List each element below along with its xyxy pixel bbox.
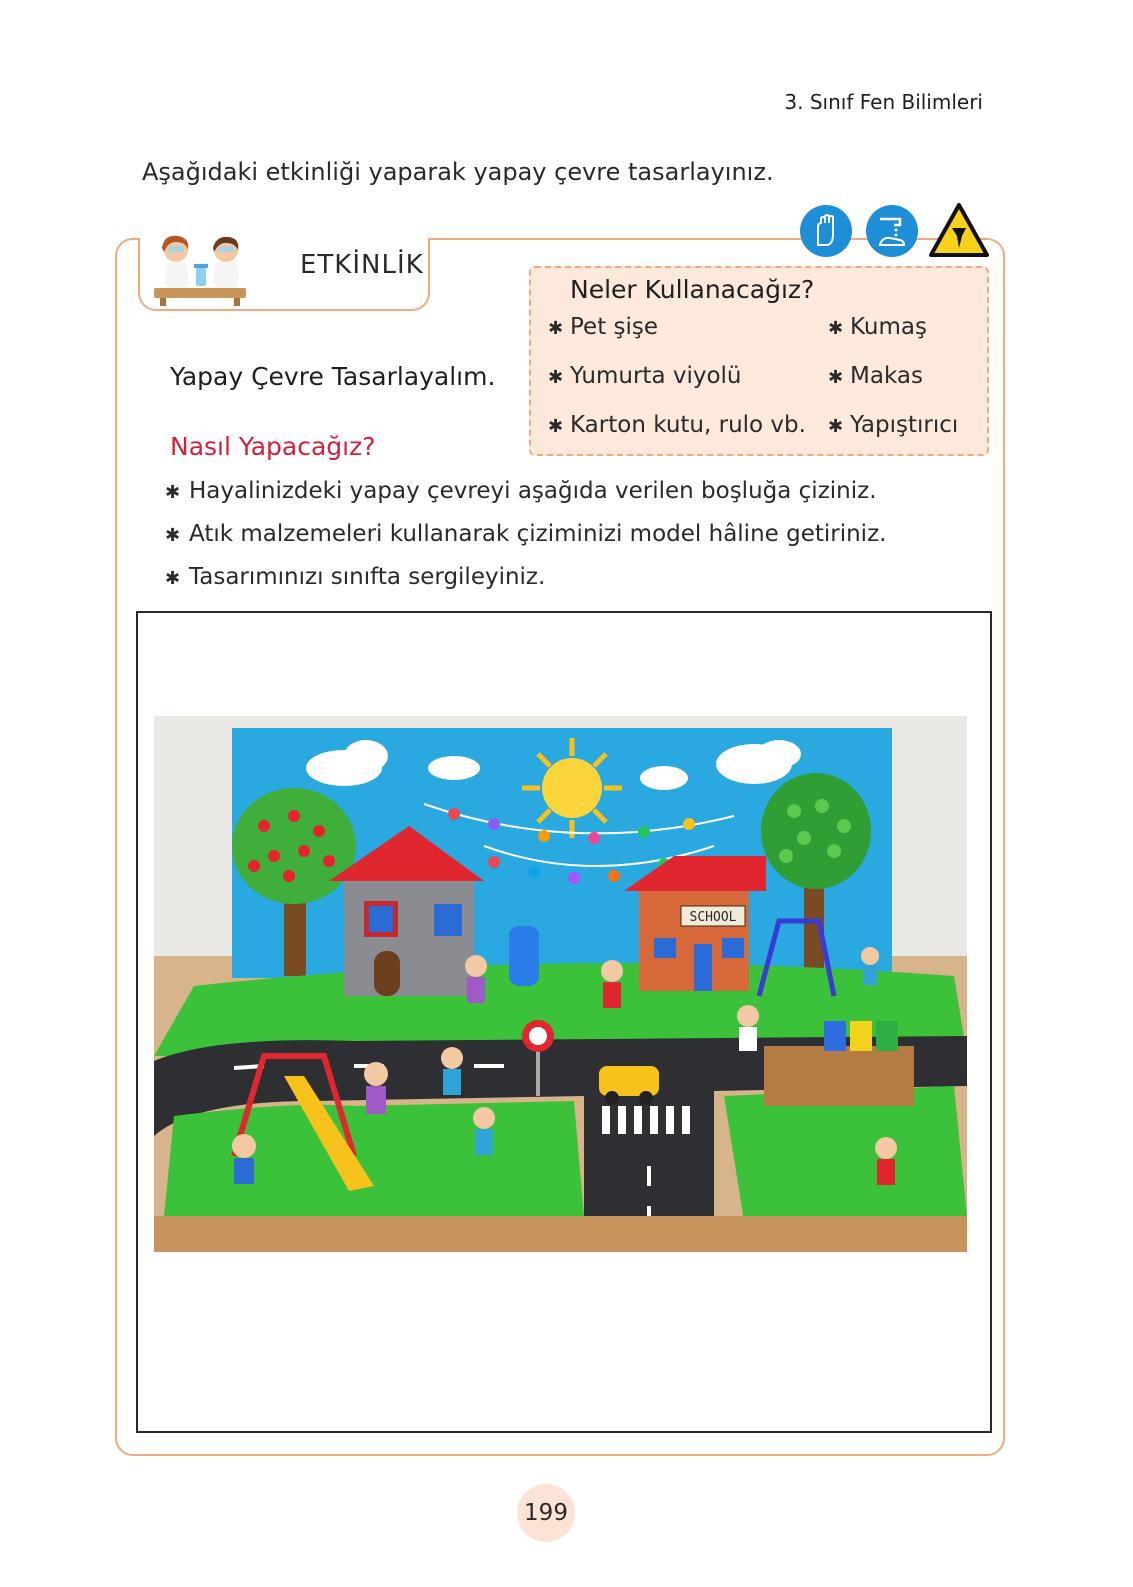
- sharp-object-warning-icon: [928, 202, 990, 258]
- step-item: ✱ Tasarımınızı sınıfta sergileyiniz.: [165, 564, 546, 590]
- material-item: ✱ Kumaş: [828, 314, 927, 340]
- material-item: ✱ Makas: [828, 363, 923, 389]
- material-item: ✱ Pet şişe: [548, 314, 659, 340]
- step-item: ✱ Atık malzemeleri kullanarak çiziminizi model hâline getiriniz.: [165, 521, 887, 547]
- hand-wash-icon: [866, 205, 918, 257]
- step-item: ✱ Hayalinizdeki yapay çevreyi aşağıda verilen boşluğa çiziniz.: [165, 478, 877, 504]
- how-title: Nasıl Yapacağız?: [170, 432, 376, 461]
- materials-title: Neler Kullanacağız?: [570, 275, 815, 304]
- scientists-illustration: [150, 232, 250, 306]
- gloves-icon: [800, 205, 852, 257]
- material-item: ✱ Yumurta viyolü: [548, 363, 742, 389]
- activity-title: Yapay Çevre Tasarlayalım.: [170, 362, 496, 391]
- intro-instruction: Aşağıdaki etkinliği yaparak yapay çevre tasarlayınız.: [142, 158, 774, 186]
- school-sign: SCHOOL: [689, 910, 737, 925]
- activity-tab-title: ETKİNLİK: [300, 250, 424, 280]
- page-number: 199: [517, 1484, 575, 1542]
- material-item: ✱ Yapıştırıcı: [828, 412, 959, 438]
- page-subject-header: 3. Sınıf Fen Bilimleri: [784, 90, 983, 114]
- model-photo: [154, 716, 967, 1252]
- material-item: ✱ Karton kutu, rulo vb.: [548, 412, 806, 438]
